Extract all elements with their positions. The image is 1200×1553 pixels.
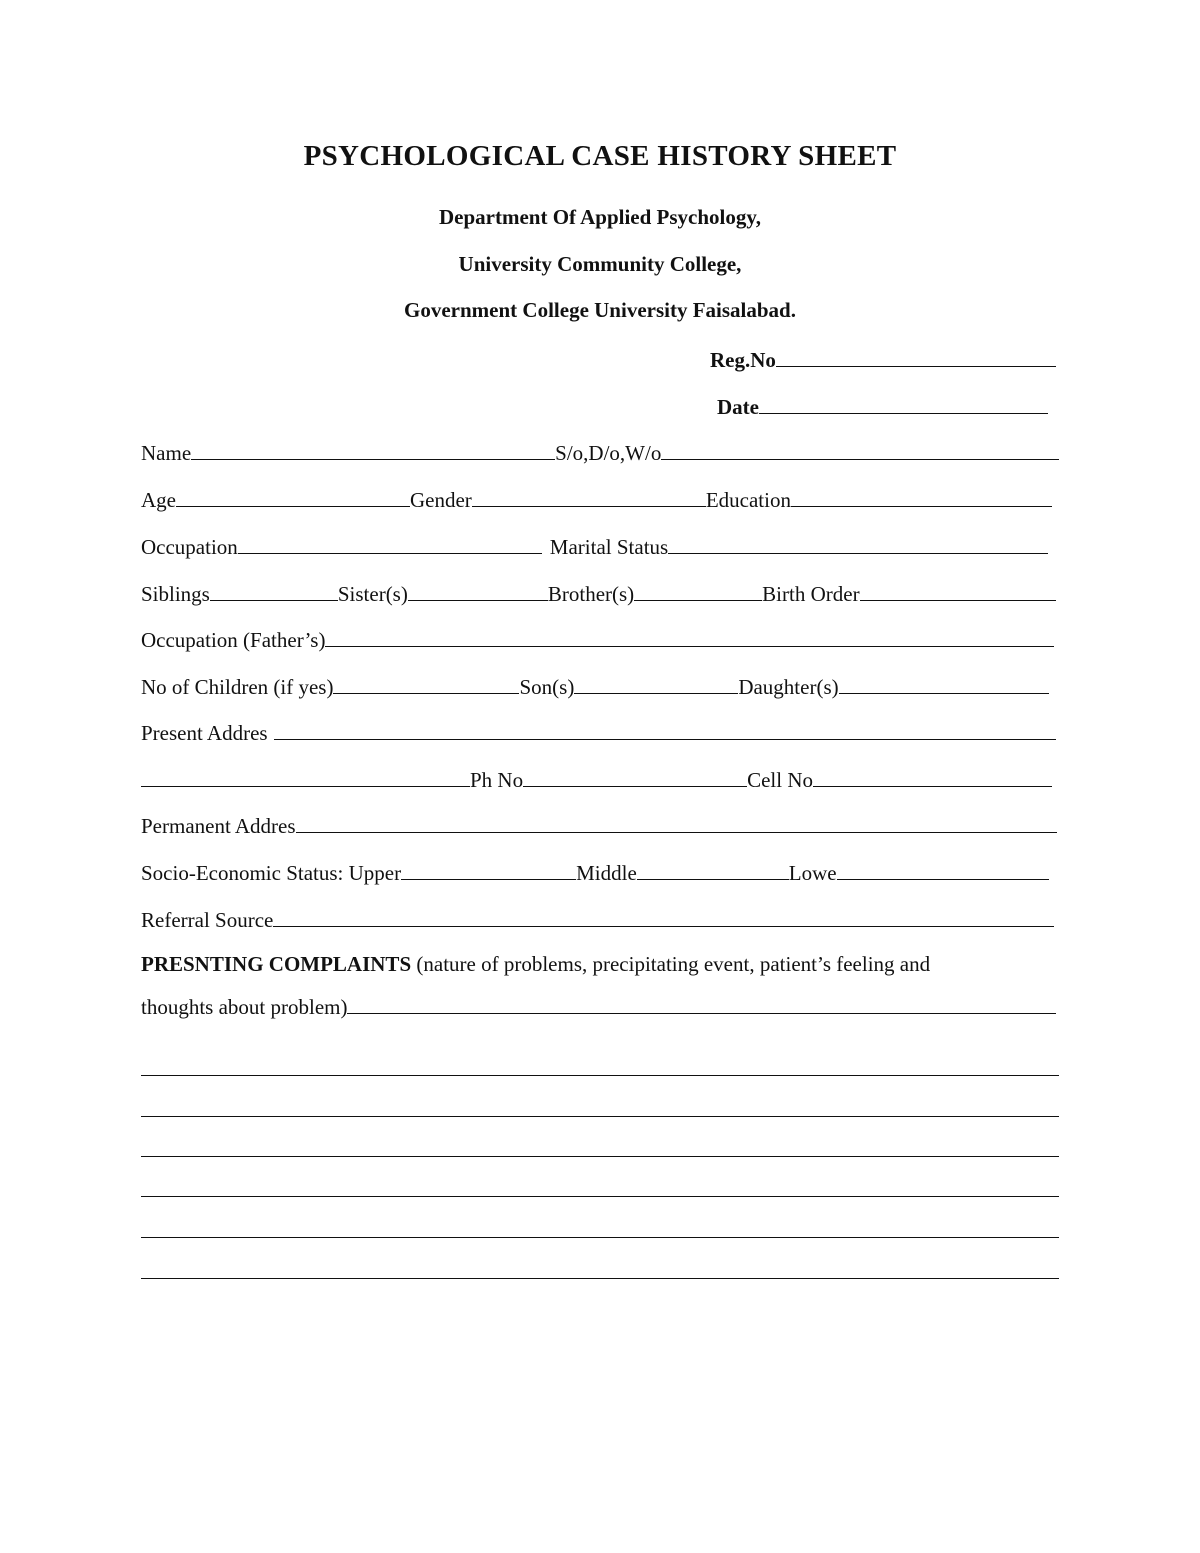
complaints-line[interactable] — [141, 1196, 1059, 1197]
complaints-line[interactable] — [141, 1237, 1059, 1238]
birth-order-field[interactable] — [860, 579, 1056, 601]
referral-source-label: Referral Source — [141, 908, 274, 932]
brothers-label: Brother(s) — [547, 582, 635, 606]
brothers-field[interactable] — [634, 579, 762, 601]
sons-field[interactable] — [574, 672, 738, 694]
name-label: Name — [141, 441, 192, 465]
name-field[interactable] — [191, 438, 555, 460]
father-occupation-label: Occupation (Father’s) — [141, 628, 326, 652]
complaints-line[interactable] — [141, 1278, 1059, 1279]
marital-status-field[interactable] — [668, 532, 1048, 554]
university-line: Government College University Faisalabad. — [404, 298, 796, 322]
middle-label: Middle — [576, 861, 637, 885]
lower-field[interactable] — [837, 858, 1049, 880]
occupation-label: Occupation — [141, 535, 238, 559]
age-field[interactable] — [176, 485, 410, 507]
socio-economic-label: Socio-Economic Status: Upper — [141, 861, 402, 885]
education-field[interactable] — [791, 485, 1052, 507]
complaints-description: (nature of problems, precipitating event, patient’s feeling and — [411, 952, 931, 976]
date-label: Date — [717, 395, 759, 419]
present-address-row — [141, 718, 1056, 746]
daughters-label: Daughter(s) — [738, 675, 839, 699]
complaints-second-row — [141, 992, 1056, 1020]
reg-no-field[interactable] — [776, 345, 1056, 367]
relation-label: S/o,D/o,W/o — [555, 441, 662, 465]
siblings-label: Siblings — [141, 582, 210, 606]
gender-field[interactable] — [472, 485, 706, 507]
present-address-label: Present Addres — [141, 721, 268, 745]
page-title: PSYCHOLOGICAL CASE HISTORY SHEET — [303, 140, 897, 172]
socio-economic-row — [141, 858, 1049, 886]
cell-label: Cell No — [747, 768, 814, 792]
complaints-field[interactable] — [347, 992, 1056, 1014]
name-row — [141, 438, 1059, 466]
department-line: Department Of Applied Psychology, — [438, 205, 761, 229]
sisters-field[interactable] — [408, 579, 548, 601]
phone-field[interactable] — [523, 765, 747, 787]
siblings-row — [141, 579, 1056, 607]
reg-no-row — [710, 345, 1056, 373]
college-line: University Community College, — [458, 252, 742, 276]
age-label: Age — [141, 488, 176, 512]
upper-field[interactable] — [401, 858, 576, 880]
phone-row — [141, 765, 1052, 793]
date-row — [717, 392, 1048, 420]
permanent-address-row — [141, 811, 1057, 839]
date-field[interactable] — [759, 392, 1048, 414]
complaints-line[interactable] — [141, 1075, 1059, 1076]
referral-source-row — [141, 905, 1054, 933]
siblings-field[interactable] — [210, 579, 338, 601]
father-occupation-row — [141, 625, 1054, 653]
complaints-heading-row — [141, 952, 1059, 977]
reg-no-label: Reg.No — [710, 348, 776, 372]
occupation-field[interactable] — [238, 532, 542, 554]
father-occupation-field[interactable] — [325, 625, 1054, 647]
phone-label: Ph No — [470, 768, 524, 792]
occupation-row — [141, 532, 1048, 560]
middle-field[interactable] — [637, 858, 789, 880]
children-row — [141, 672, 1049, 700]
present-address-continued-field[interactable] — [141, 765, 470, 787]
education-label: Education — [705, 488, 791, 512]
daughters-field[interactable] — [839, 672, 1049, 694]
gender-label: Gender — [410, 488, 472, 512]
complaints-line[interactable] — [141, 1156, 1059, 1157]
age-row — [141, 485, 1052, 513]
complaints-description-continued: thoughts about problem) — [141, 995, 348, 1019]
children-label: No of Children (if yes) — [141, 675, 334, 699]
lower-label: Lowe — [788, 861, 837, 885]
permanent-address-field[interactable] — [296, 811, 1057, 833]
birth-order-label: Birth Order — [762, 582, 860, 606]
complaints-line[interactable] — [141, 1116, 1059, 1117]
cell-field[interactable] — [813, 765, 1052, 787]
children-field[interactable] — [333, 672, 519, 694]
complaints-heading: PRESNTING COMPLAINTS — [141, 952, 412, 976]
referral-source-field[interactable] — [273, 905, 1054, 927]
present-address-field[interactable] — [274, 718, 1056, 740]
sons-label: Son(s) — [519, 675, 575, 699]
permanent-address-label: Permanent Addres — [141, 814, 296, 838]
marital-status-label: Marital Status — [549, 535, 669, 559]
sisters-label: Sister(s) — [337, 582, 408, 606]
relation-field[interactable] — [661, 438, 1059, 460]
